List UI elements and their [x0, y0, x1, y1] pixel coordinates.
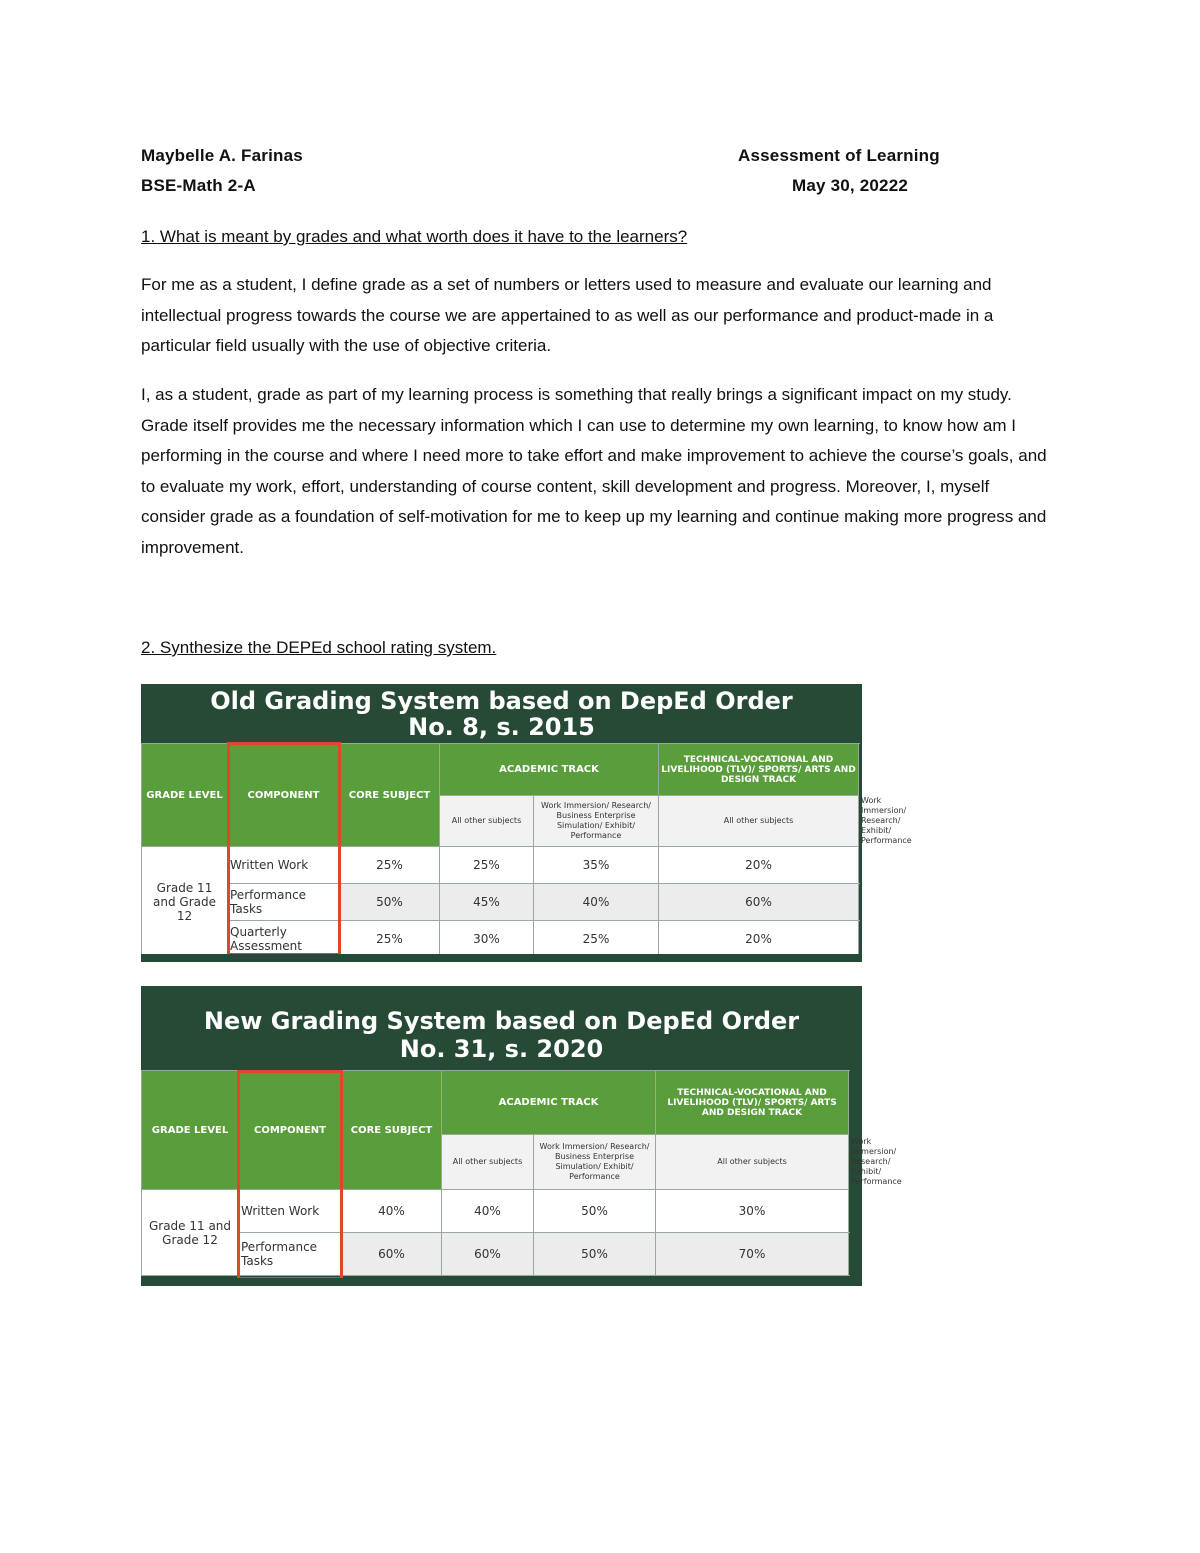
header-component: COMPONENT [228, 744, 340, 847]
grade-level-cell: Grade 11 and Grade 12 [142, 847, 228, 958]
header-grade-level: GRADE LEVEL [142, 744, 228, 847]
answer-1-paragraph-1: For me as a student, I define grade as a set of numbers or letters used to measure and evaluate our learning and intellectual progress towards the course we are appertained to as well as our performance and product-made in a particular field usually with the use of objective criteria. [141, 275, 994, 355]
old-grading-title-line1: Old Grading System based on DepEd Order [210, 687, 793, 715]
component-cell: Written Work [228, 847, 340, 884]
tvl-cell: 70% [656, 1233, 849, 1276]
academic-other-cell: 25% [440, 847, 534, 884]
answer-1-paragraph-2: I, as a student, grade as part of my learning process is something that really brings a significant impact on my study. Grade itself provides me the necessary information which I can use to determine my own learning, to know how am I performing in the course and where I need more to take effort and make improvement to achieve the course’s goals, and to evaluate my work, effort, understanding of course content, skill development and progress. Moreover, I, myself consider grade as a foundation of self-motivation for me to keep up my learning and continue making more progress and improvement. [141, 385, 1047, 557]
academic-work-cell: 40% [534, 884, 659, 921]
academic-work-cell: 35% [534, 847, 659, 884]
academic-work-cell: 50% [534, 1233, 656, 1276]
header-tvl-track: TECHNICAL-VOCATIONAL AND LIVELIHOOD (TLV)/ SPORTS/ ARTS AND DESIGN TRACK [659, 744, 859, 796]
student-section: BSE-Math 2-A [141, 176, 256, 195]
subheader-work-immersion: Work Immersion/ Research/ Business Enterprise Simulation/ Exhibit/ Performance [534, 796, 659, 847]
core-cell: 25% [340, 921, 440, 958]
subheader-all-other-subjects: All other subjects [440, 796, 534, 847]
core-cell: 40% [342, 1190, 442, 1233]
new-grading-title-line1: New Grading System based on DepEd Order [203, 1007, 800, 1035]
component-cell: Written Work [239, 1190, 342, 1233]
question-2: 2. Synthesize the DEPEd school rating system. [141, 638, 497, 657]
component-cell: Quarterly Assessment [228, 921, 340, 958]
component-cell: Performance Tasks [239, 1233, 342, 1276]
header-component: COMPONENT [239, 1071, 342, 1190]
academic-other-cell: 45% [440, 884, 534, 921]
header-core-subject: CORE SUBJECT [342, 1071, 442, 1190]
tvl-cell: 30% [656, 1190, 849, 1233]
header-academic-track: ACADEMIC TRACK [442, 1071, 656, 1135]
header-grade-level: GRADE LEVEL [142, 1071, 239, 1190]
board-bottom-edge [141, 1278, 862, 1286]
old-grading-system-image [141, 684, 912, 962]
core-cell: 60% [342, 1233, 442, 1276]
subheader-all-other-subjects-tvl: All other subjects [656, 1135, 849, 1190]
tvl-cell: 20% [659, 847, 859, 884]
component-cell: Performance Tasks [228, 884, 340, 921]
core-cell: 25% [340, 847, 440, 884]
grade-level-cell: Grade 11 and Grade 12 [142, 1190, 239, 1276]
header-core-subject: CORE SUBJECT [340, 744, 440, 847]
academic-other-cell: 60% [442, 1233, 534, 1276]
header-academic-track: ACADEMIC TRACK [440, 744, 659, 796]
academic-other-cell: 40% [442, 1190, 534, 1233]
old-grading-title-line2: No. 8, s. 2015 [408, 713, 595, 741]
core-cell: 50% [340, 884, 440, 921]
header-tvl-track: TECHNICAL-VOCATIONAL AND LIVELIHOOD (TLV)/ SPORTS/ ARTS AND DESIGN TRACK [656, 1071, 849, 1135]
tvl-cell: 20% [659, 921, 859, 958]
academic-work-cell: 50% [534, 1190, 656, 1233]
student-name: Maybelle A. Farinas [141, 146, 303, 165]
new-grading-title-line2: No. 31, s. 2020 [399, 1035, 604, 1063]
subheader-all-other-subjects: All other subjects [442, 1135, 534, 1190]
course-title: Assessment of Learning [738, 146, 940, 165]
old-grading-table: GRADE LEVEL COMPONENT CORE SUBJECT ACADEMIC TRACK TECHNICAL-VOCATIONAL AND LIVELIHOOD (TLV)/ SPORTS/ ARTS AND DESIGN TRACK All other subjects Work Immersion/ Research/ Business Enterprise Simulation/ Exhibit/ Performance All other subjects Work Immersion/ Research/ Exhibit/ Performance Grade 11 and Grade 12 Written Work 25% 25% 35% 20% Performance Tasks 50% 45% 40% 60% Quarterly Assessment 25% 30% 25% 20% [141, 743, 859, 958]
academic-other-cell: 30% [440, 921, 534, 958]
component-highlight-box [237, 1070, 343, 1280]
subheader-work-immersion: Work Immersion/ Research/ Business Enterprise Simulation/ Exhibit/ Performance [534, 1135, 656, 1190]
new-grading-system-image [141, 986, 902, 1286]
subheader-all-other-subjects-tvl: All other subjects [659, 796, 859, 847]
document-date: May 30, 20222 [792, 176, 909, 195]
component-highlight-box [227, 742, 341, 956]
board-bottom-edge [141, 954, 862, 962]
tvl-cell: 60% [659, 884, 859, 921]
academic-work-cell: 25% [534, 921, 659, 958]
new-grading-table: GRADE LEVEL COMPONENT CORE SUBJECT ACADEMIC TRACK TECHNICAL-VOCATIONAL AND LIVELIHOOD (TLV)/ SPORTS/ ARTS AND DESIGN TRACK All other subjects Work Immersion/ Research/ Business Enterprise Simulation/ Exhibit/ Performance All other subjects Work Immersion/ Research/ Exhibit/ Performance Grade 11 and Grade 12 Written Work 40% 40% 50% 30% Performance Tasks 60% 60% 50% 70% [141, 1070, 849, 1276]
question-1: 1. What is meant by grades and what worth does it have to the learners? [141, 227, 688, 246]
